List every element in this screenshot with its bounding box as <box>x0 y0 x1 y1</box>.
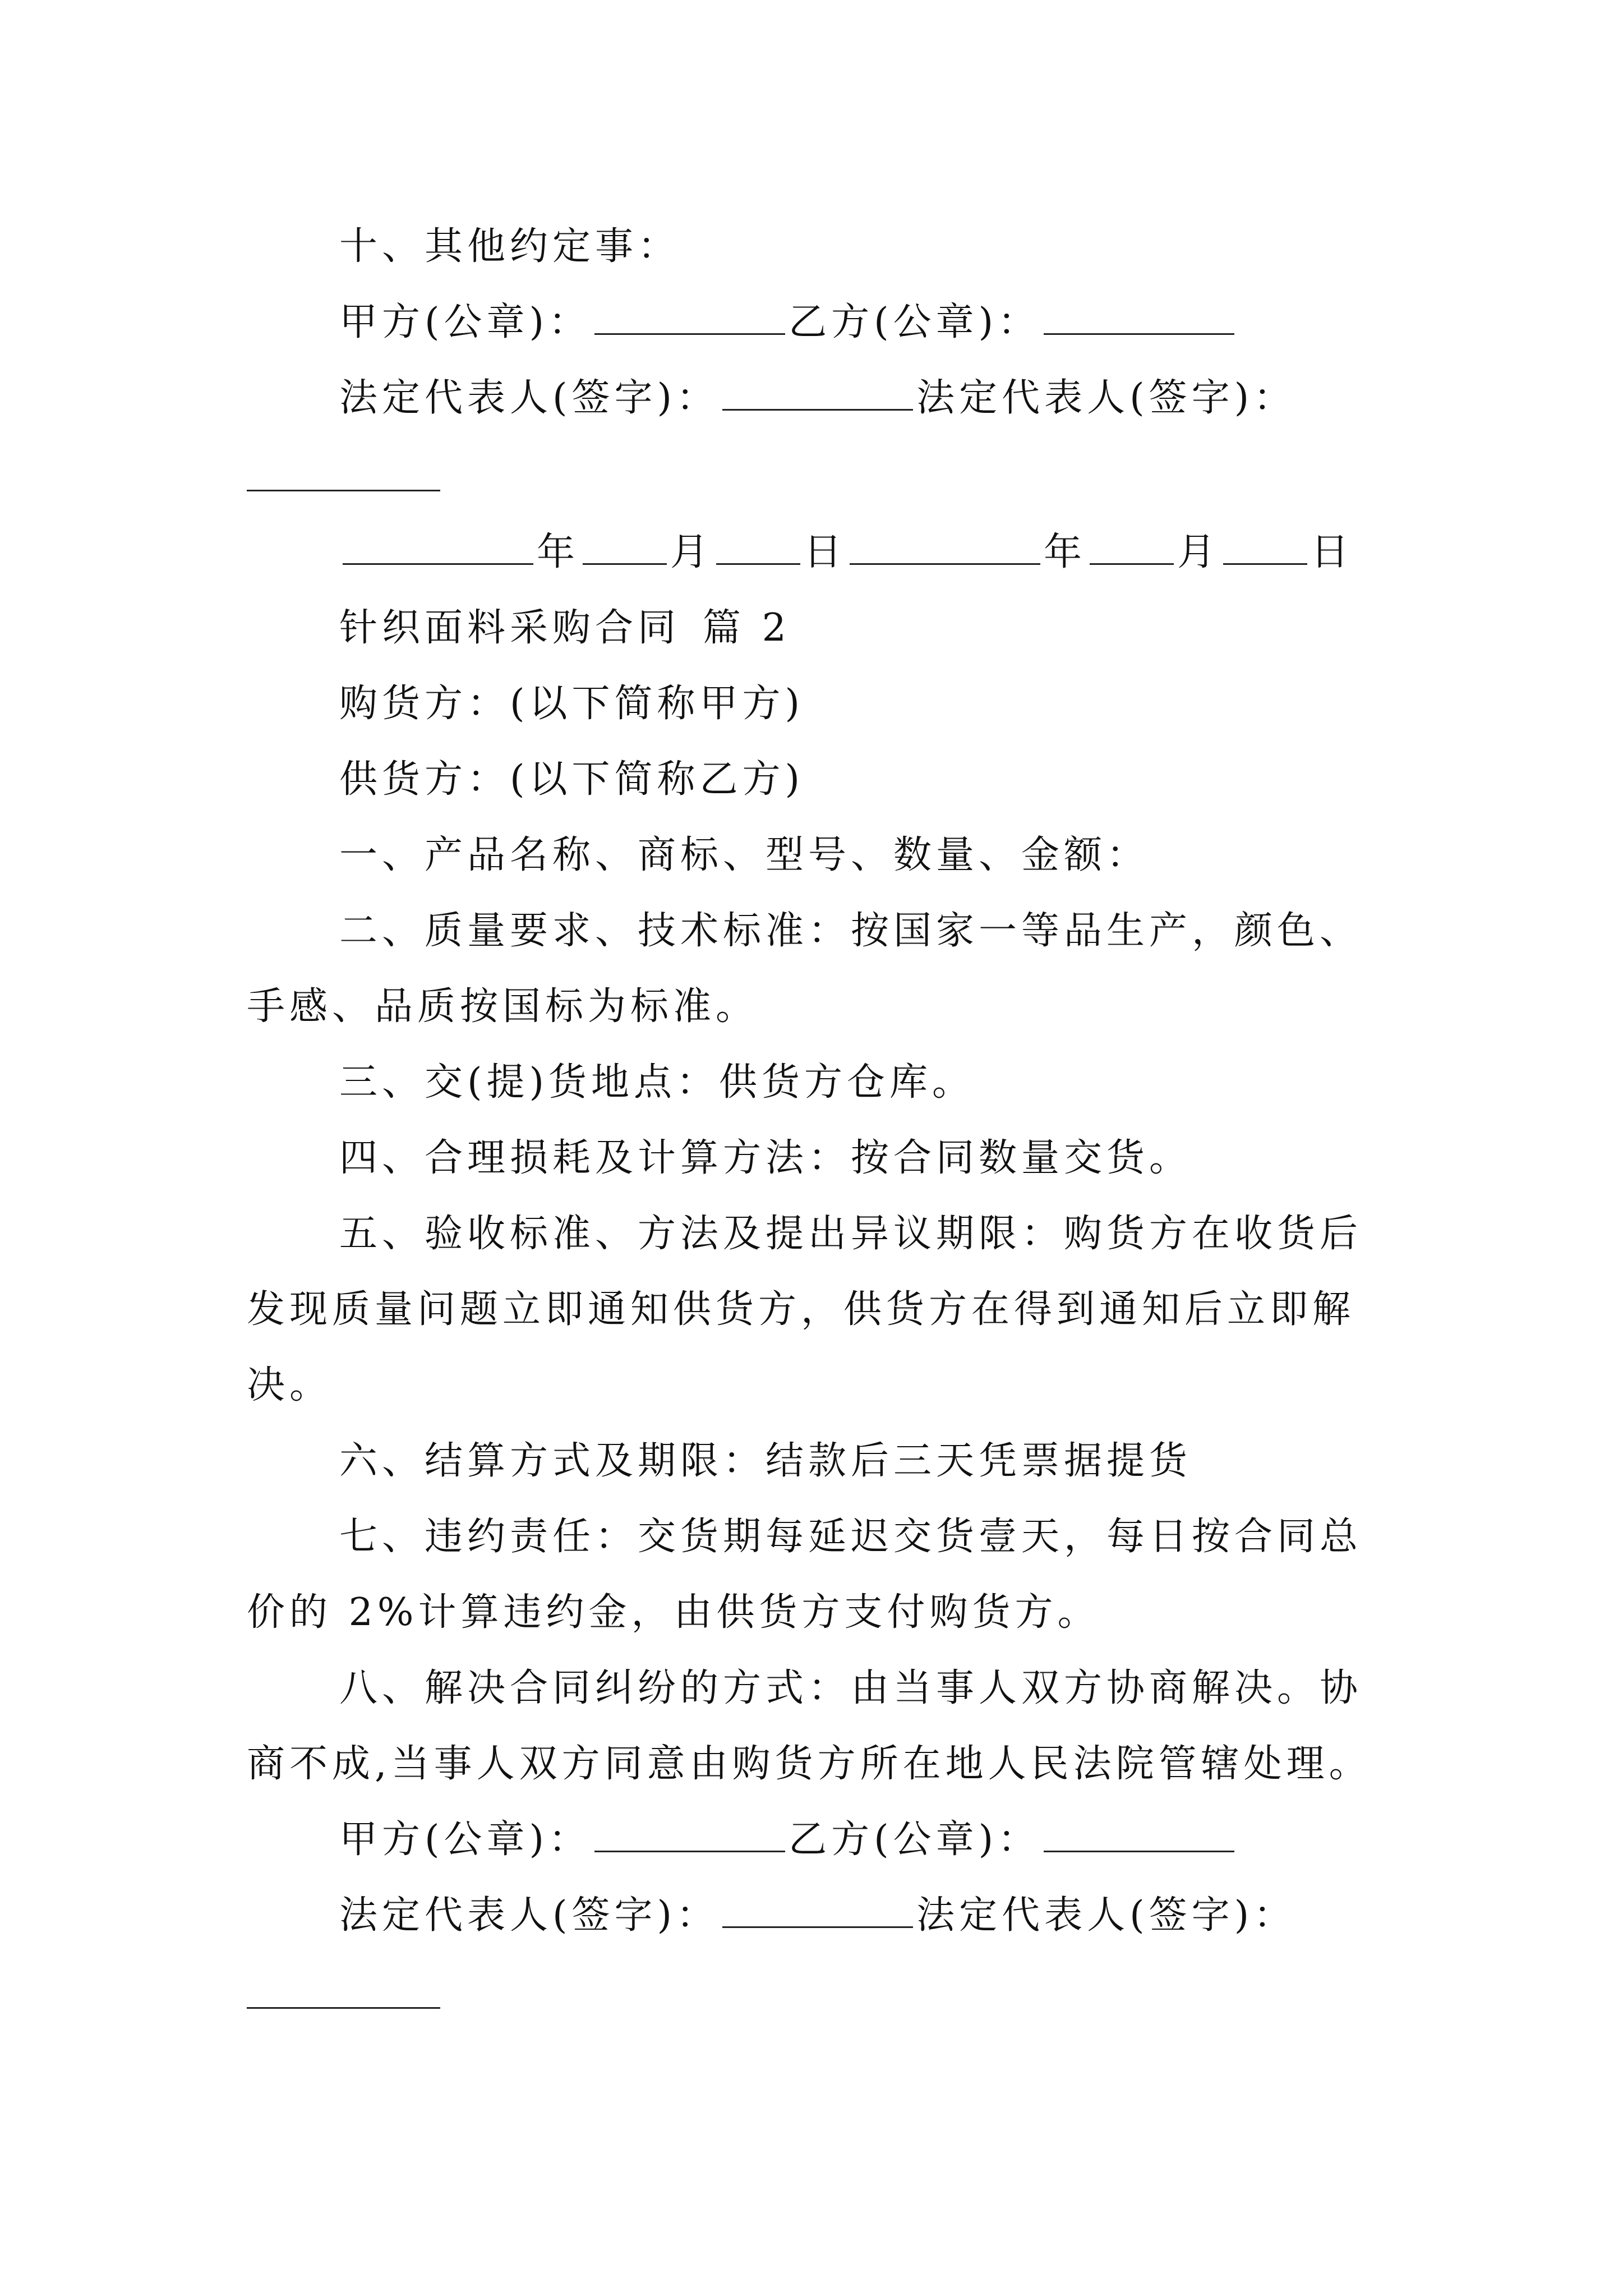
party-b-seal-blank <box>1044 301 1234 335</box>
clause-5-text-1: 五、验收标准、方法及提出异议期限：购货方在收货后 <box>339 1212 1363 1256</box>
date-a-year-blank <box>343 531 533 565</box>
contract2-party-b-seal-blank <box>1044 1818 1234 1852</box>
date-a-day-blank <box>716 531 800 565</box>
clause-7-text-1: 七、违约责任：交货期每延迟交货壹天，每日按合同总 <box>339 1515 1363 1559</box>
date-a-day-label: 日 <box>804 530 847 574</box>
supplier-line <box>339 754 804 805</box>
clause-8-line-2 <box>247 1739 1372 1789</box>
clause-5-line-3 <box>247 1360 332 1411</box>
legal-rep-a-blank <box>722 376 913 411</box>
clause-8-text-1: 八、解决合同纠纷的方式：由当事人双方协商解决。协 <box>339 1666 1363 1710</box>
legal-rep-b-label: 法定代表人(签字)： <box>916 376 1297 420</box>
clause-7-line-1 <box>339 1512 1362 1562</box>
clause-1-text: 一、产品名称、商标、型号、数量、金额： <box>339 833 1150 877</box>
contract2-part-label: 篇 2 <box>703 606 791 650</box>
date-b-month-blank <box>1090 531 1174 565</box>
clause-2-line-2 <box>247 982 758 1032</box>
section10-date-row <box>339 527 1353 578</box>
clause-3 <box>339 1057 975 1108</box>
contract2-party-a-seal-label: 甲方(公章)： <box>339 1818 592 1862</box>
clause-5-line-1 <box>339 1209 1362 1259</box>
legal-rep-b-blank <box>247 490 440 491</box>
buyer-text: 购货方：(以下简称甲方) <box>339 682 805 726</box>
clause-7-text-2: 价的 2%计算违约金，由供货方支付购货方。 <box>247 1590 1100 1635</box>
clause-2-line-1 <box>339 906 1362 956</box>
contract2-rep-row <box>339 1890 1296 1941</box>
contract2-legal-rep-a-label: 法定代表人(签字)： <box>339 1893 720 1938</box>
clause-6 <box>339 1436 1192 1487</box>
clause-1 <box>339 830 1149 881</box>
supplier-text: 供货方：(以下简称乙方) <box>339 757 805 802</box>
legal-rep-a-label: 法定代表人(签字)： <box>339 376 720 420</box>
date-b-year-blank <box>850 531 1040 565</box>
clause-5-text-2: 发现质量问题立即通知供货方，供货方在得到通知后立即解 <box>247 1287 1355 1332</box>
contract2-legal-rep-a-blank <box>722 1894 913 1928</box>
clause-4 <box>339 1133 1192 1184</box>
party-a-seal-blank <box>594 301 785 335</box>
clause-4-text: 四、合理损耗及计算方法：按合同数量交货。 <box>339 1136 1192 1180</box>
clause-5-text-3: 决。 <box>247 1363 333 1407</box>
contract2-party-b-seal-label: 乙方(公章)： <box>789 1818 1041 1862</box>
section10-rep-row <box>339 373 1296 424</box>
buyer-line <box>339 679 804 729</box>
contract2-legal-rep-b-label: 法定代表人(签字)： <box>916 1893 1297 1938</box>
clause-6-text: 六、结算方式及期限：结款后三天凭票据提货 <box>339 1439 1192 1483</box>
contract2-title <box>339 603 791 654</box>
date-b-month-label: 月 <box>1177 530 1220 574</box>
date-b-day-blank <box>1223 531 1307 565</box>
contract2-party-a-seal-blank <box>594 1818 785 1852</box>
clause-3-text: 三、交(提)货地点：供货方仓库。 <box>339 1060 975 1105</box>
clause-8-text-2: 商不成,当事人双方同意由购货方所在地人民法院管辖处理。 <box>247 1742 1372 1786</box>
clause-8-line-1 <box>339 1663 1362 1714</box>
section10-heading-text: 十、其他约定事： <box>339 224 681 269</box>
section10-seal-row <box>339 297 1238 348</box>
contract2-seal-row <box>339 1815 1238 1865</box>
date-a-month-blank <box>583 531 667 565</box>
clause-5-line-2 <box>247 1285 1355 1335</box>
clause-7-line-2 <box>247 1588 1100 1638</box>
section10-heading <box>339 222 680 272</box>
party-b-seal-label: 乙方(公章)： <box>789 300 1041 344</box>
party-a-seal-label: 甲方(公章)： <box>339 300 592 344</box>
date-b-year-label: 年 <box>1044 530 1087 574</box>
clause-2-text-1: 二、质量要求、技术标准：按国家一等品生产，颜色、 <box>339 909 1363 953</box>
contract2-title-text: 针织面料采购合同 <box>339 606 681 650</box>
contract2-legal-rep-b-blank <box>247 2007 440 2009</box>
clause-2-text-2: 手感、品质按国标为标准。 <box>247 984 759 1029</box>
date-a-month-label: 月 <box>670 530 713 574</box>
date-b-day-label: 日 <box>1311 530 1354 574</box>
date-a-year-label: 年 <box>537 530 580 574</box>
